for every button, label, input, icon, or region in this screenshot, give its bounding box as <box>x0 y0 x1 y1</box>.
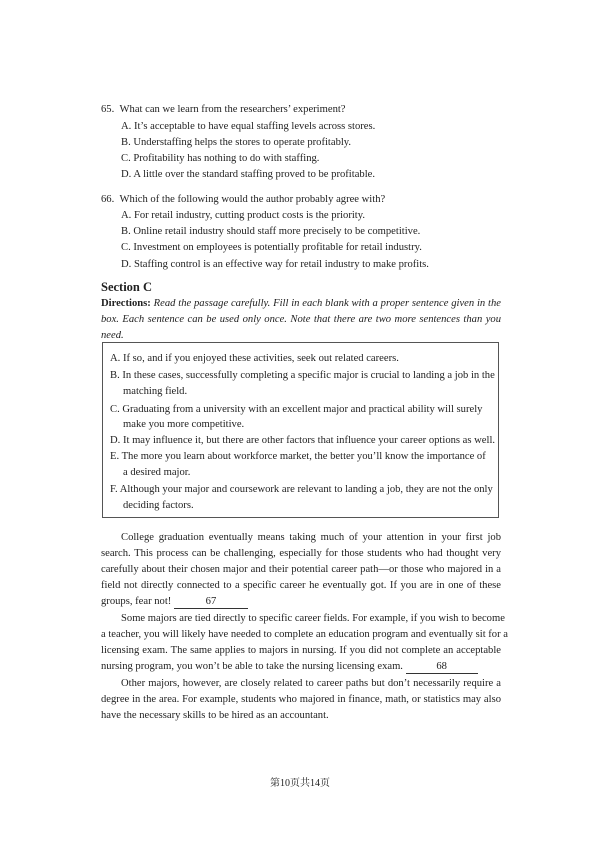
directions-line-1 <box>101 296 501 312</box>
question-66-option-d: D. Staffing control is an effective way for retail industry to make profits. <box>121 259 429 270</box>
passage-p1-line-2: search. This process can be challenging, especially for those students who had thought very <box>101 548 501 559</box>
box-option-e: E. The more you learn about workforce market, the better you’ll know the importance of <box>110 451 486 462</box>
passage-p2-line-3: licensing exam. The same applies to majors in nursing. If you did not complete an acceptable <box>101 645 501 656</box>
box-option-f-cont: deciding factors. <box>123 500 194 511</box>
box-option-b-cont: matching field. <box>123 386 188 397</box>
box-option-d: D. It may influence it, but there are other factors that influence your career options as well. <box>110 435 496 446</box>
box-option-e-cont: a desired major. <box>123 467 191 478</box>
directions-label: Directions: <box>101 298 151 309</box>
passage-p1-line-5-text: groups, fear not! <box>101 596 172 607</box>
blank-68[interactable]: 68 <box>406 660 478 674</box>
blank-67[interactable]: 67 <box>174 595 248 609</box>
passage-p1-line-5 <box>101 594 501 610</box>
section-c-title: Section C <box>101 280 153 294</box>
passage-p1-line-1: College graduation eventually means taking much of your attention in your first job <box>121 532 501 543</box>
question-66-option-c: C. Investment on employees is potentially profitable for retail industry. <box>121 242 422 253</box>
passage-p3-line-1: Other majors, however, are closely related to career paths but don’t necessarily require a <box>121 678 501 689</box>
passage-p2-line-4 <box>101 659 501 675</box>
directions-text-3: need. <box>101 330 124 341</box>
page-footer: 第10页共14页 <box>270 778 330 789</box>
box-option-c-cont: make you more competitive. <box>123 419 245 430</box>
box-option-b: B. In these cases, successfully completing a specific major is crucial to landing a job in the <box>110 370 495 381</box>
question-66-option-a: A. For retail industry, cutting product costs is the priority. <box>121 210 366 221</box>
box-option-f: F. Although your major and coursework are relevant to landing a job, they are not the only <box>110 484 493 495</box>
question-65-option-d: D. A little over the standard staffing proved to be profitable. <box>121 169 375 180</box>
question-66-option-b: B. Online retail industry should staff more precisely to be competitive. <box>121 226 421 237</box>
question-65-stem: 65. What can we learn from the researchers’ experiment? <box>101 104 346 115</box>
question-65-option-a: A. It’s acceptable to have equal staffing levels across stores. <box>121 121 376 132</box>
box-option-a: A. If so, and if you enjoyed these activities, seek out related careers. <box>110 353 399 364</box>
passage-p3-line-3: have the necessary skills to be hired as an accountant. <box>101 710 329 721</box>
question-66-stem: 66. Which of the following would the author probably agree with? <box>101 194 386 205</box>
passage-p1-line-4: field not directly connected to a specific career he eventually got. If you are in one of these <box>101 580 501 591</box>
directions-text-1: Read the passage carefully. Fill in each blank with a proper sentence given in the <box>153 298 501 309</box>
box-option-c: C. Graduating from a university with an excellent major and practical ability will surely <box>110 404 483 415</box>
directions-text-2: box. Each sentence can be used only once. Note that there are two more sentences than you <box>101 314 501 325</box>
question-65-option-b: B. Understaffing helps the stores to operate profitably. <box>121 137 352 148</box>
question-65-option-c: C. Profitability has nothing to do with staffing. <box>121 153 320 164</box>
passage-p1-line-3: carefully about their chosen major and their potential career path—or those who majored in a <box>101 564 501 575</box>
passage-p2-line-2: a teacher, you will likely have needed to complete an education program and eventually sit for a <box>101 629 508 640</box>
passage-p2-line-1: Some majors are tied directly to specific career fields. For example, if you wish to become <box>121 613 505 624</box>
directions-line-2 <box>101 312 501 328</box>
passage-p3-line-2: degree in the area. For example, students who majored in finance, math, or statistics may also <box>101 694 501 705</box>
passage-p2-line-4-text: nursing program, you won’t be able to take the nursing licensing exam. <box>101 661 403 672</box>
